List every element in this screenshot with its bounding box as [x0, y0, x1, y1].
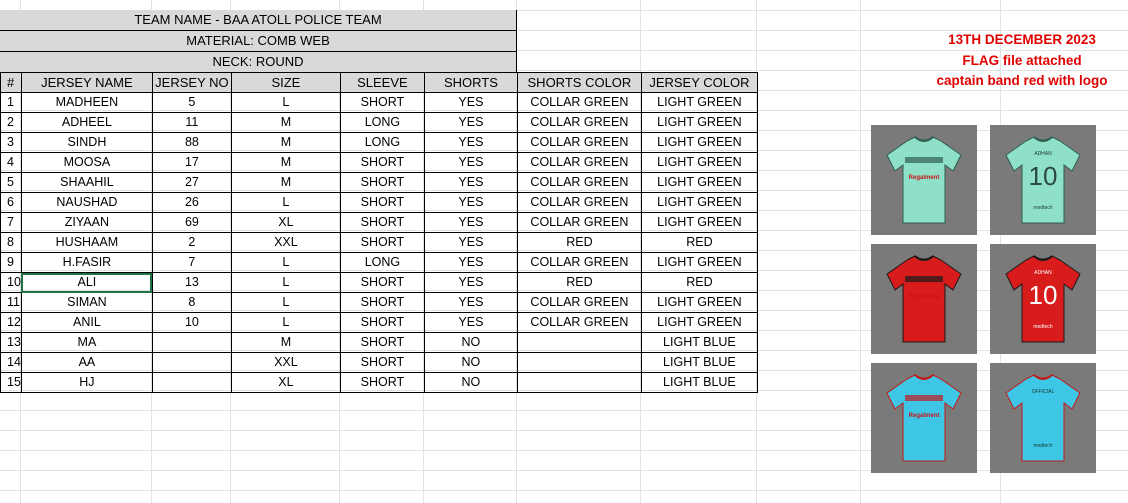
cell-size[interactable]: L — [231, 93, 340, 113]
cell-jersey-name[interactable]: MOOSA — [21, 153, 152, 173]
cell-size[interactable]: XXL — [231, 233, 340, 253]
cell-jersey-color[interactable]: LIGHT BLUE — [641, 353, 757, 373]
jersey-chest-band — [905, 395, 943, 401]
table-row — [1, 253, 758, 273]
cell-jersey-no[interactable] — [152, 373, 231, 393]
column-header-jersey-color[interactable]: JERSEY COLOR — [641, 73, 757, 93]
cell-jersey-no[interactable]: 27 — [152, 173, 231, 193]
cell-shorts[interactable]: NO — [424, 333, 517, 353]
table-row — [1, 353, 758, 373]
column-header-size[interactable]: SIZE — [231, 73, 340, 93]
cell-shorts-color[interactable] — [517, 353, 641, 373]
cell-jersey-name[interactable]: SIMAN — [21, 293, 152, 313]
cell-shorts[interactable]: YES — [424, 93, 517, 113]
fill-handle[interactable] — [150, 290, 153, 293]
cell-row-number[interactable]: 3 — [1, 133, 22, 153]
note-flag: FLAG file attached — [962, 52, 1082, 68]
cell-row-number[interactable]: 15 — [1, 373, 22, 393]
cell-jersey-color[interactable]: LIGHT GREEN — [641, 173, 757, 193]
cell-jersey-name[interactable]: SINDH — [21, 133, 152, 153]
cell-jersey-color[interactable]: LIGHT GREEN — [641, 113, 757, 133]
column-header-shorts[interactable]: SHORTS — [424, 73, 517, 93]
column-header-jersey-name[interactable]: JERSEY NAME — [21, 73, 152, 93]
selected-cell-jersey-name[interactable]: ALI — [21, 273, 152, 293]
cell-shorts[interactable]: YES — [424, 153, 517, 173]
jersey-front-image[interactable] — [871, 363, 977, 473]
cell-row-number[interactable]: 4 — [1, 153, 22, 173]
cell-sleeve[interactable]: SHORT — [340, 173, 424, 193]
cell-size[interactable]: L — [231, 193, 340, 213]
jersey-back-image[interactable] — [990, 244, 1096, 354]
table-row — [1, 213, 758, 233]
cell-shorts-color[interactable]: COLLAR GREEN — [517, 253, 641, 273]
cell-shorts[interactable]: YES — [424, 233, 517, 253]
cell-jersey-no[interactable]: 8 — [152, 293, 231, 313]
cell-shorts[interactable]: YES — [424, 133, 517, 153]
jersey-back-sponsor: medtech — [1033, 205, 1053, 211]
cell-shorts-color[interactable]: COLLAR GREEN — [517, 313, 641, 333]
jersey-front-image[interactable] — [871, 244, 977, 354]
jersey-back-image[interactable] — [990, 125, 1096, 235]
cell-size[interactable]: M — [231, 133, 340, 153]
cell-size[interactable]: M — [231, 153, 340, 173]
cell-jersey-name[interactable]: AA — [21, 353, 152, 373]
cell-jersey-color[interactable]: LIGHT GREEN — [641, 193, 757, 213]
jersey-back-number: 10 — [1028, 161, 1058, 191]
cell-row-number[interactable]: 1 — [1, 93, 22, 113]
cell-row-number[interactable]: 2 — [1, 113, 22, 133]
cell-shorts-color[interactable]: COLLAR GREEN — [517, 193, 641, 213]
table-row — [1, 173, 758, 193]
cell-jersey-color[interactable]: LIGHT GREEN — [641, 93, 757, 113]
cell-jersey-name[interactable]: HJ — [21, 373, 152, 393]
cell-size[interactable]: L — [231, 293, 340, 313]
cell-shorts[interactable]: YES — [424, 273, 517, 293]
cell-row-number[interactable]: 7 — [1, 213, 22, 233]
cell-sleeve[interactable]: SHORT — [340, 193, 424, 213]
cell-shorts[interactable]: YES — [424, 313, 517, 333]
cell-jersey-no[interactable]: 7 — [152, 253, 231, 273]
table-row — [1, 333, 758, 353]
table-row — [1, 233, 758, 253]
cell-shorts-color[interactable]: COLLAR GREEN — [517, 153, 641, 173]
cell-shorts[interactable]: YES — [424, 113, 517, 133]
column-header-jersey-no[interactable]: JERSEY NO — [152, 73, 231, 93]
table-row — [1, 273, 758, 293]
jersey-back-image[interactable] — [990, 363, 1096, 473]
cell-jersey-no[interactable]: 88 — [152, 133, 231, 153]
cell-shorts[interactable]: YES — [424, 173, 517, 193]
table-row — [1, 293, 758, 313]
column-header-shorts-color[interactable]: SHORTS COLOR — [517, 73, 641, 93]
cell-sleeve[interactable]: LONG — [340, 113, 424, 133]
neck-header: NECK: ROUND — [0, 52, 517, 73]
table-row — [1, 93, 758, 113]
cell-jersey-name[interactable]: MA — [21, 333, 152, 353]
cell-jersey-color[interactable]: LIGHT GREEN — [641, 313, 757, 333]
cell-jersey-no[interactable]: 69 — [152, 213, 231, 233]
cell-shorts-color[interactable] — [517, 373, 641, 393]
cell-shorts-color[interactable]: COLLAR GREEN — [517, 213, 641, 233]
cell-jersey-color[interactable]: LIGHT GREEN — [641, 133, 757, 153]
cell-row-number[interactable]: 8 — [1, 233, 22, 253]
jersey-chest-band — [905, 276, 943, 282]
cell-row-number[interactable]: 6 — [1, 193, 22, 213]
cell-sleeve[interactable]: SHORT — [340, 313, 424, 333]
note-date: 13TH DECEMBER 2023 — [948, 32, 1096, 47]
cell-jersey-name[interactable]: ANIL — [21, 313, 152, 333]
cell-jersey-color[interactable]: LIGHT GREEN — [641, 213, 757, 233]
cell-jersey-color[interactable]: LIGHT GREEN — [641, 253, 757, 273]
cell-jersey-color[interactable]: LIGHT BLUE — [641, 373, 757, 393]
jersey-back-name: ADHAN — [1034, 270, 1052, 276]
cell-sleeve[interactable]: SHORT — [340, 213, 424, 233]
cell-row-number[interactable]: 13 — [1, 333, 22, 353]
cell-jersey-no[interactable] — [152, 333, 231, 353]
cell-row-number[interactable]: 10 — [1, 273, 22, 293]
cell-jersey-name[interactable]: ADHEEL — [21, 113, 152, 133]
material-header: MATERIAL: COMB WEB — [0, 31, 517, 52]
cell-sleeve[interactable]: SHORT — [340, 293, 424, 313]
cell-shorts-color[interactable]: COLLAR GREEN — [517, 113, 641, 133]
jersey-sponsor-text: Regalment — [908, 413, 940, 419]
cell-size[interactable]: L — [231, 253, 340, 273]
cell-row-number[interactable]: 5 — [1, 173, 22, 193]
cell-jersey-color[interactable]: LIGHT BLUE — [641, 333, 757, 353]
cell-jersey-no[interactable]: 11 — [152, 113, 231, 133]
cell-size[interactable]: M — [231, 173, 340, 193]
table-row — [1, 133, 758, 153]
cell-sleeve[interactable]: SHORT — [340, 233, 424, 253]
cell-row-number[interactable]: 14 — [1, 353, 22, 373]
cell-size[interactable]: L — [231, 273, 340, 293]
cell-jersey-name[interactable]: NAUSHAD — [21, 193, 152, 213]
cell-sleeve[interactable]: LONG — [340, 133, 424, 153]
cell-shorts[interactable]: YES — [424, 293, 517, 313]
order-notes — [900, 30, 1128, 92]
cell-shorts-color[interactable]: COLLAR GREEN — [517, 293, 641, 313]
jersey-back-number: 10 — [1028, 280, 1058, 310]
table-row — [1, 193, 758, 213]
table-row — [1, 113, 758, 133]
cell-shorts[interactable]: YES — [424, 193, 517, 213]
cell-sleeve[interactable]: SHORT — [340, 373, 424, 393]
cell-shorts[interactable]: NO — [424, 353, 517, 373]
cell-size[interactable]: L — [231, 313, 340, 333]
note-captain: captain band red with logo — [936, 73, 1108, 88]
cell-shorts[interactable]: NO — [424, 373, 517, 393]
cell-jersey-name[interactable]: SHAAHIL — [21, 173, 152, 193]
cell-jersey-no[interactable]: 17 — [152, 153, 231, 173]
cell-jersey-name[interactable]: HUSHAAM — [21, 233, 152, 253]
cell-size[interactable]: XXL — [231, 353, 340, 373]
column-header-row-number[interactable]: # — [1, 73, 22, 93]
cell-row-number[interactable]: 11 — [1, 293, 22, 313]
jersey-chest-band — [905, 157, 943, 163]
cell-size[interactable]: XL — [231, 213, 340, 233]
cell-jersey-no[interactable]: 5 — [152, 93, 231, 113]
cell-jersey-color[interactable]: RED — [641, 273, 757, 293]
cell-shorts-color[interactable]: COLLAR GREEN — [517, 93, 641, 113]
column-header-sleeve[interactable]: SLEEVE — [340, 73, 424, 93]
cell-shorts-color[interactable]: RED — [517, 233, 641, 253]
column-header-row — [1, 73, 758, 93]
jersey-back-name: OFFICIAL — [1031, 389, 1055, 395]
cell-size[interactable]: M — [231, 333, 340, 353]
cell-row-number[interactable]: 9 — [1, 253, 22, 273]
cell-jersey-no[interactable] — [152, 353, 231, 373]
cell-jersey-no[interactable]: 10 — [152, 313, 231, 333]
cell-jersey-name[interactable]: MADHEEN — [21, 93, 152, 113]
jersey-front-image[interactable] — [871, 125, 977, 235]
cell-shorts-color[interactable]: COLLAR GREEN — [517, 133, 641, 153]
jersey-sponsor-text: Regalment — [908, 175, 940, 181]
table-row — [1, 373, 758, 393]
table-row — [1, 313, 758, 333]
jersey-sponsor-text: Regalment — [908, 294, 940, 300]
cell-shorts[interactable]: YES — [424, 253, 517, 273]
cell-sleeve[interactable]: SHORT — [340, 153, 424, 173]
cell-sleeve[interactable]: SHORT — [340, 93, 424, 113]
cell-jersey-color[interactable]: RED — [641, 233, 757, 253]
cell-sleeve[interactable]: LONG — [340, 253, 424, 273]
cell-jersey-color[interactable]: LIGHT GREEN — [641, 153, 757, 173]
cell-row-number[interactable]: 12 — [1, 313, 22, 333]
jersey-back-name: ADHAN — [1034, 151, 1052, 157]
cell-jersey-name[interactable]: ZIYAAN — [21, 213, 152, 233]
cell-sleeve[interactable]: SHORT — [340, 353, 424, 373]
cell-size[interactable]: XL — [231, 373, 340, 393]
cell-jersey-name[interactable]: H.FASIR — [21, 253, 152, 273]
table-row — [1, 153, 758, 173]
cell-jersey-no[interactable]: 2 — [152, 233, 231, 253]
cell-shorts[interactable]: YES — [424, 213, 517, 233]
cell-size[interactable]: M — [231, 113, 340, 133]
cell-shorts-color[interactable]: RED — [517, 273, 641, 293]
jersey-back-sponsor: medtech — [1033, 324, 1053, 330]
roster-table — [0, 72, 758, 393]
cell-sleeve[interactable]: SHORT — [340, 273, 424, 293]
cell-shorts-color[interactable]: COLLAR GREEN — [517, 173, 641, 193]
cell-jersey-no[interactable]: 26 — [152, 193, 231, 213]
cell-jersey-no[interactable]: 13 — [152, 273, 231, 293]
cell-shorts-color[interactable] — [517, 333, 641, 353]
cell-sleeve[interactable]: SHORT — [340, 333, 424, 353]
jersey-back-sponsor: medtech — [1033, 443, 1053, 449]
team-name-header: TEAM NAME - BAA ATOLL POLICE TEAM — [0, 10, 517, 31]
cell-jersey-color[interactable]: LIGHT GREEN — [641, 293, 757, 313]
